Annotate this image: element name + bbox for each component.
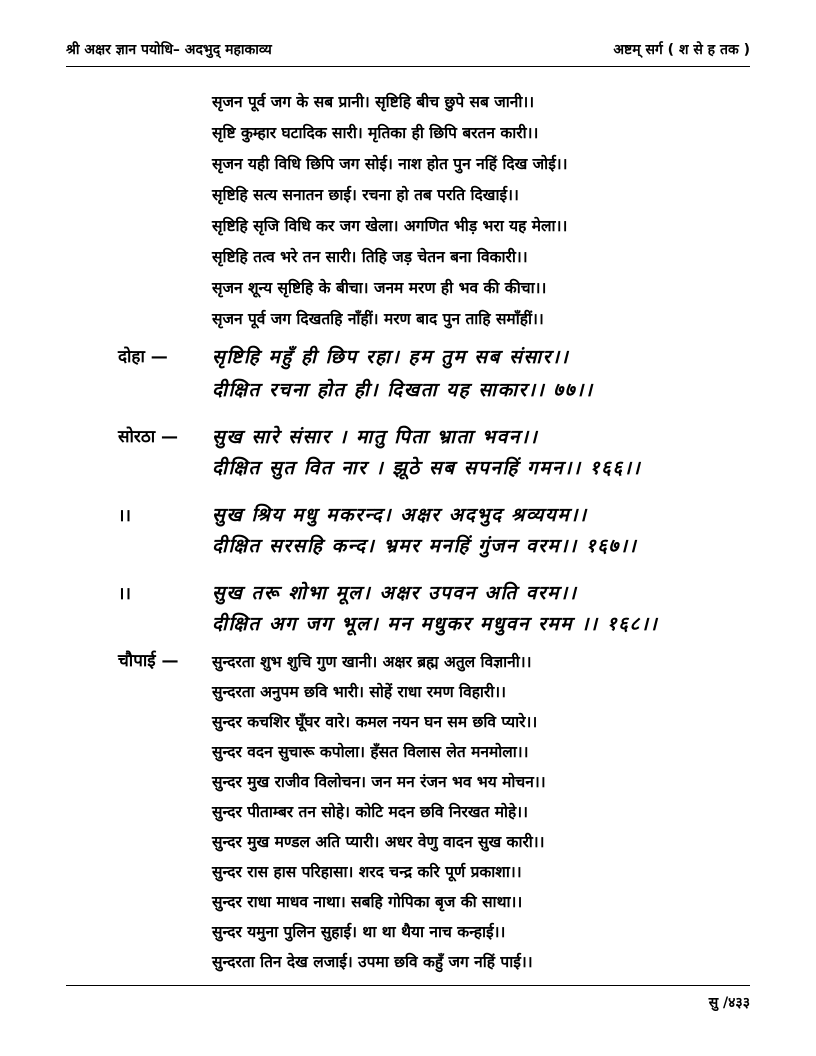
chaupai-line: सुन्दर यमुना पुलिन सुहाई। था था थैया नाच कन्हाई।। [212, 923, 506, 941]
chaupai-line: सृष्टिहि तत्व भरे तन सारी। तिहि जड़ चेतन बना विकारी।। [212, 248, 528, 266]
chaupai-line: सुन्दर मुख राजीव विलोचन। जन मन रंजन भव भय मोचन।। [212, 773, 546, 791]
repeat-mark: ।। [118, 506, 131, 526]
soratha-line: सुख श्रिय मधु मकरन्द। अक्षर अदभुद श्रव्ययम।। [212, 504, 588, 526]
soratha-line: सुख सारे संसार । मातु पिता भ्राता भवन।। [212, 426, 539, 448]
chaupai-line: सृजन पूर्व जग के सब प्रानी। सृष्टिहि बीच छुपे सब जानी।। [212, 93, 535, 111]
footer-rule [66, 985, 750, 986]
book-title: श्री अक्षर ज्ञान पयोधि– अदभुद् महाकाव्य [66, 42, 272, 58]
chaupai-line: सुन्दर वदन सुचारू कपोला। हँसत विलास लेत मनमोला।। [212, 743, 529, 761]
chapter-title: अष्टम् सर्ग ( श से ह तक ) [613, 42, 750, 58]
soratha-line: दीक्षित सुत वित नार । झूठे सब सपनहिं गमन।। १६६।। [212, 457, 642, 479]
soratha-label: सोरठा — [118, 427, 179, 447]
chaupai-line: सुन्दर पीताम्बर तन सोहे। कोटि मदन छवि निरखत मोहे।। [212, 803, 529, 821]
repeat-mark: ।। [118, 584, 131, 604]
chaupai-line: सृजन पूर्व जग दिखतहि नाँहीं। मरण बाद पुन ताहि समाँहीं।। [212, 310, 544, 328]
page-number: सु /४३३ [708, 995, 750, 1011]
chaupai-line: सृष्टिहि सृजि विधि कर जग खेला। अगणित भीड़ भरा यह मेला।। [212, 217, 568, 235]
chaupai-line: सुन्दरता तिन देख लजाई। उपमा छवि कहुँ जग नहिं पाई।। [212, 953, 533, 971]
chaupai-line: सुन्दर रास हास परिहासा। शरद चन्द्र करि पूर्ण प्रकाशा।। [212, 863, 522, 881]
chaupai-line: सृष्टिहि सत्य सनातन छाई। रचना हो तब परति दिखाई।। [212, 186, 519, 204]
chaupai-line: सुन्दर मुख मण्डल अति प्यारी। अधर वेणु वादन सुख कारी।। [212, 833, 545, 851]
soratha-line: सुख तरू शोभा मूल। अक्षर उपवन अति वरम।। [212, 582, 578, 604]
chaupai-line: सृजन शून्य सृष्टिहि के बीचा। जनम मरण ही भव की कीचा।। [212, 279, 547, 297]
chaupai-line: सुन्दरता शुभ शुचि गुण खानी। अक्षर ब्रह्म अतुल विज्ञानी।। [212, 653, 532, 671]
doha-line: सृष्टिहि महुँ ही छिप रहा। हम तुम सब संसार।। [212, 346, 570, 368]
doha-line: दीक्षित रचना होत ही। दिखता यह साकार।। ७७।। [212, 379, 594, 401]
chaupai-line: सृजन यही विधि छिपि जग सोई। नाश होत पुन नहिं दिख जोई।। [212, 155, 568, 173]
chaupai-line: सुन्दरता अनुपम छवि भारी। सोहें राधा रमण विहारी।। [212, 683, 507, 701]
soratha-line: दीक्षित सरसहि कन्द। भ्रमर मनहिं गुंजन वरम।। १६७।। [212, 535, 638, 557]
chaupai-line: सुन्दर कचशिर घूँघर वारे। कमल नयन घन सम छवि प्यारे।। [212, 713, 538, 731]
chaupai-line: सृष्टि कुम्हार घटादिक सारी। मृतिका ही छिपि बरतन कारी।। [212, 124, 539, 142]
chaupai-label: चौपाई — [118, 651, 179, 671]
soratha-line: दीक्षित अग जग भूल। मन मधुकर मधुवन रमम ।। १६८।। [212, 613, 659, 635]
page-header [66, 36, 750, 67]
doha-label: दोहा — [118, 347, 168, 367]
chaupai-line: सुन्दर राधा माधव नाथा। सबहि गोपिका बृज की साथा।। [212, 893, 523, 911]
